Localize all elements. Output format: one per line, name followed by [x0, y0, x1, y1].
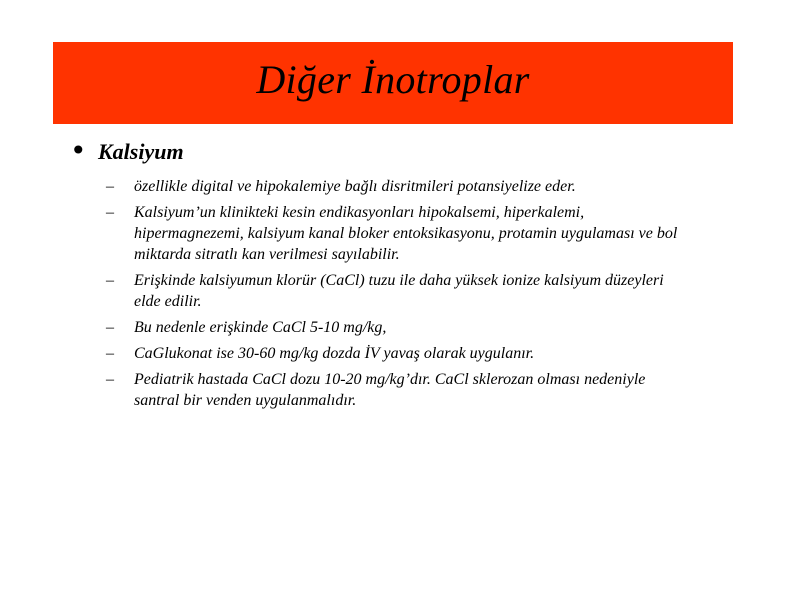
- slide-content: [70, 136, 730, 416]
- dash-icon: –: [106, 345, 114, 362]
- dash-icon: –: [106, 272, 114, 289]
- sub-item-text: CaGlukonat ise 30-60 mg/kg dozda İV yavaş olarak uygulanır.: [134, 345, 535, 362]
- sub-item: [70, 343, 730, 364]
- sub-list: [70, 176, 730, 411]
- sub-item-text: Kalsiyum’un klinikteki kesin endikasyonları hipokalsemi, hiperkalemi, hipermagnezemi, kalsiyum kanal bloker entoksikasyonu, protamin uygulaması ve bol miktarda sitratlı kan verilmesi sayılabilir.: [134, 204, 678, 263]
- bullet-item: [70, 136, 730, 168]
- sub-item-text: özellikle digital ve hipokalemiye bağlı disritmileri potansiyelize eder.: [134, 178, 576, 195]
- sub-item: [70, 369, 730, 411]
- sub-item-text: Pediatrik hastada CaCl dozu 10-20 mg/kg’dır. CaCl sklerozan olması nedeniyle santral bir venden uygulanmalıdır.: [134, 371, 646, 409]
- dash-icon: –: [106, 204, 114, 221]
- bullet-label: Kalsiyum: [98, 139, 184, 164]
- sub-item: [70, 317, 730, 338]
- dash-icon: –: [106, 371, 114, 388]
- dash-icon: –: [106, 319, 114, 336]
- bullet-dot-icon: •: [70, 134, 87, 167]
- sub-item-text: Erişkinde kalsiyumun klorür (CaCl) tuzu ile daha yüksek ionize kalsiyum düzeyleri elde edilir.: [134, 272, 664, 310]
- sub-item: [70, 176, 730, 197]
- dash-icon: –: [106, 178, 114, 195]
- sub-item: [70, 270, 730, 312]
- sub-item-text: Bu nedenle erişkinde CaCl 5-10 mg/kg,: [134, 319, 387, 336]
- sub-item: [70, 202, 730, 265]
- slide-title: Diğer İnotroplar: [256, 56, 530, 102]
- title-bar: [53, 42, 733, 124]
